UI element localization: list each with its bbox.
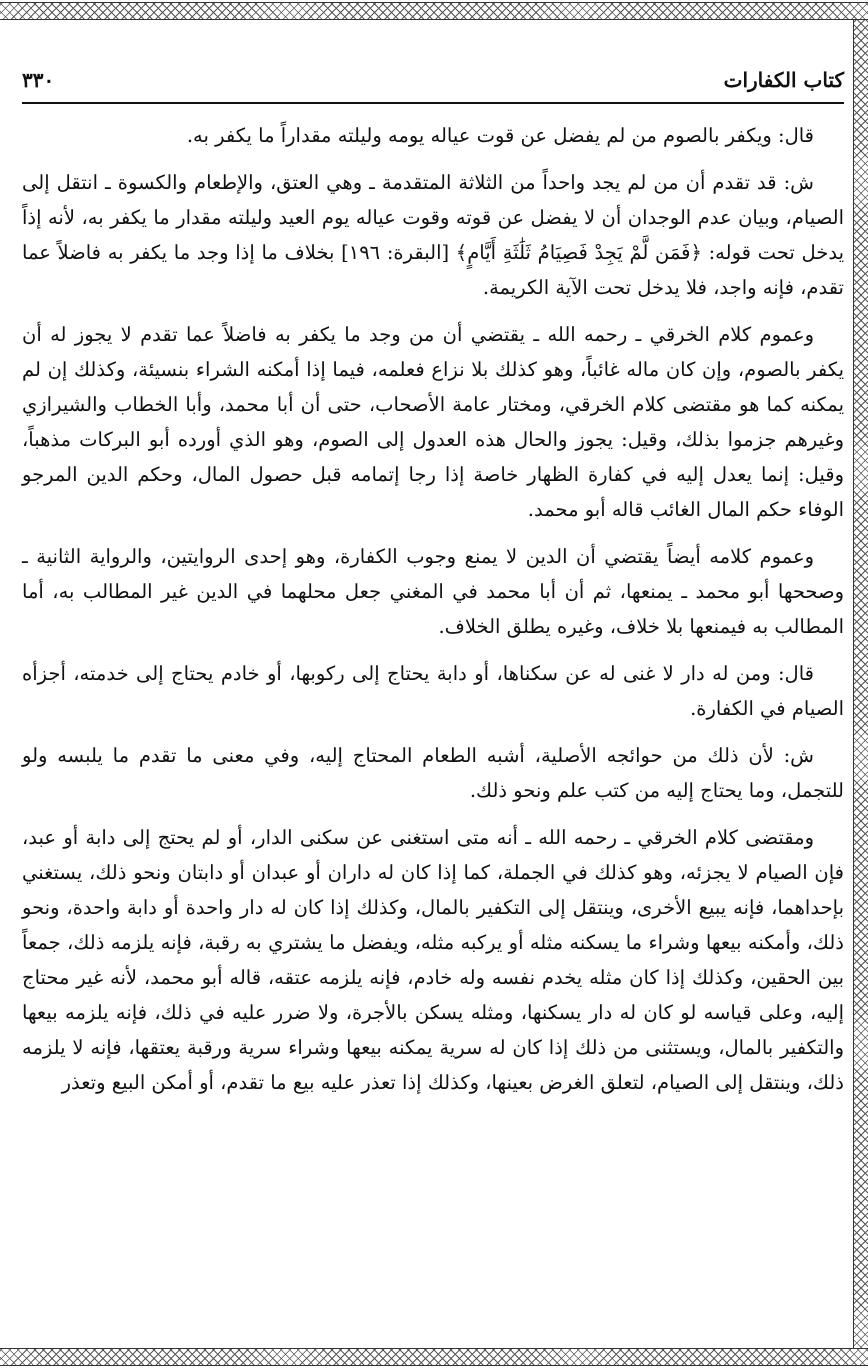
paragraph: وعموم كلامه أيضاً يقتضي أن الدين لا يمنع وجوب الكفارة، وهو إحدى الروايتين، والرواية الثانية ـ وصححها أبو محمد ـ يمنعها، ثم أن أبا محمد في المغني جعل محلهما في الدين غير المطالب به، أما المطالب به فيمنعها بلا خلاف، وغيره يطلق الخلاف.	[22, 545, 844, 638]
bottom-ornamental-border	[0, 1348, 868, 1366]
paragraph: ومقتضى كلام الخرقي ـ رحمه الله ـ أنه متى استغنى عن سكنى الدار، أو لم يحتج إلى دابة أو عبد، فإن الصيام لا يجزئه، وهو كذلك في الجملة، كما إذا كان له داران أو عبدان أو دابتان ونحو ذلك، يستغني بإحداهما، فإنه يبيع الأخرى، وينتقل إلى التكفير بالمال، وكذلك إذا كان له دار واحدة أو دابة واحدة، ونحو ذلك، وأمكنه بيعها وشراء ما يسكنه مثله أو يركبه مثله، ويفضل ما يشتري به رقبة، فإنه يلزمه ذلك، جمعاً بين الحقين، وكذلك إذا كان مثله يخدم نفسه وله خادم، فإنه يلزمه عتقه، قاله أبو محمد، لأنه غير محتاج إليه، وعلى قياسه لو كان له دار يسكنها، ومثله يسكن بالأجرة، ولا ضرر عليه في ذلك، فإنه يلزمه بيعها والتكفير بالمال، ويستثنى من ذلك إذا كان له سرية يمكنه بيعها وشراء سرية ورقبة يعتقها، فإنه لا يلزمه ذلك، وينتقل إلى الصيام، لتعلق الغرض بعينها، وكذلك إذا تعذر عليه بيع ما تقدم، أو أمكن البيع وتعذر	[22, 826, 844, 1094]
paragraph: ش: لأن ذلك من حوائجه الأصلية، أشبه الطعام المحتاج إليه، وفي معنى ما تقدم ما يلبسه ولو للتجمل، وما يحتاج إليه من كتب علم ونحو ذلك.	[22, 744, 844, 802]
page-number: ٣٣٠	[22, 68, 55, 92]
right-ornamental-border	[853, 20, 868, 1348]
paragraph: قال: ومن له دار لا غنى له عن سكناها، أو دابة يحتاج إلى ركوبها، أو خادم يحتاج إلى خدمته، أجزأه الصيام في الكفارة.	[22, 662, 844, 720]
top-ornamental-border	[0, 2, 868, 20]
paragraph: قال: ويكفر بالصوم من لم يفضل عن قوت عياله يومه وليلته مقداراً ما يكفر به.	[186, 124, 814, 147]
page-body	[22, 118, 844, 1112]
book-title: كتاب الكفارات	[723, 68, 844, 92]
page-header	[22, 58, 844, 104]
paragraph: وعموم كلام الخرقي ـ رحمه الله ـ يقتضي أن من وجد ما يكفر به فاضلاً عما تقدم لا يجوز له أن يكفر بالصوم، وإن كان ماله غائباً، وهو كذلك بلا نزاع فعلمه، فيما إذا أمكنه الشراء بنسيئة، وكذلك إن لم يمكنه كما هو مقتضى كلام الخرقي، ومختار عامة الأصحاب، حتى أن أبا محمد، وأبا الخطاب والشيرازي وغيرهم جزموا بذلك، وقيل: يجوز والحال هذه العدول إلى الصوم، وهو الذي أورده أبو البركات مذهباً، وقيل: إنما يعدل إليه في كفارة الظهار خاصة إذا رجا إتمامه قبل حصول المال، وحكم الدين المرجو الوفاء حكم المال الغائب قاله أبو محمد.	[22, 323, 844, 521]
paragraph: ش: قد تقدم أن من لم يجد واحداً من الثلاثة المتقدمة ـ وهي العتق، والإطعام والكسوة ـ انتقل إلى الصيام، وبيان عدم الوجدان أن لا يفضل عن قوته وقوت عياله يوم العيد وليلته مقدار ما يكفر به، لأنه إذاً يدخل تحت قوله: ﴿فَمَن لَّمْ يَجِدْ فَصِيَامُ ثَلَٰثَةِ أَيَّامٍ﴾ [البقرة: ١٩٦] بخلاف ما إذا وجد ما يكفر به فاضلاً عما تقدم، فإنه واجد، فلا يدخل تحت الآية الكريمة.	[22, 171, 845, 299]
